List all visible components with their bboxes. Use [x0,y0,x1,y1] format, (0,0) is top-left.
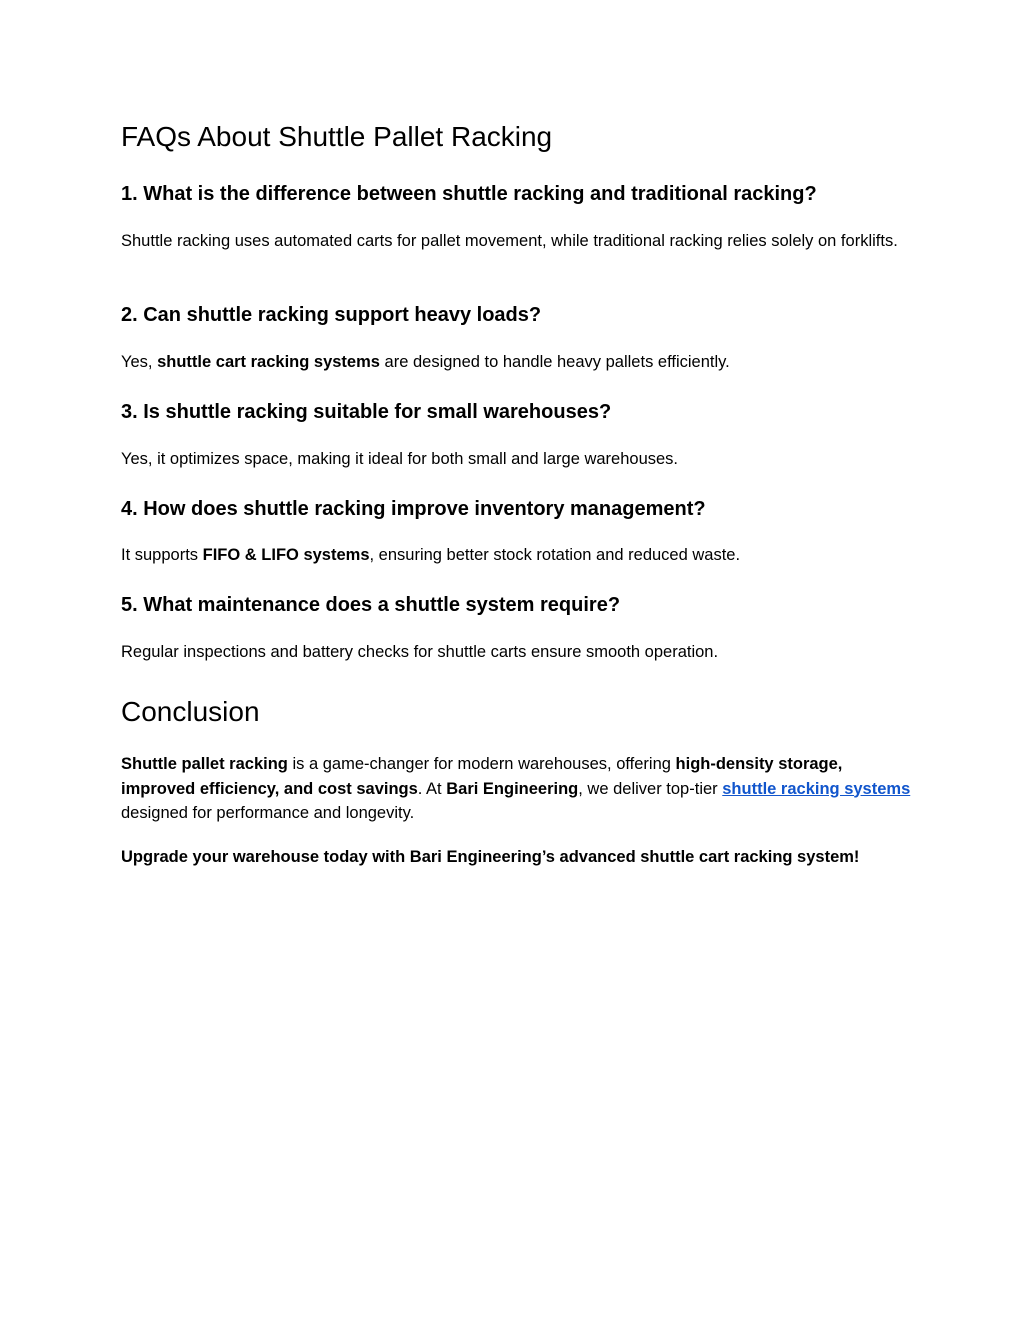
shuttle-racking-systems-link[interactable]: shuttle racking systems [722,779,911,798]
faq-answer-3: Yes, it optimizes space, making it ideal for both small and large warehouses. [121,450,679,468]
faq-question-2: 2. Can shuttle racking support heavy loads? [121,304,542,326]
faq-answer-4-bold: FIFO & LIFO systems [202,546,370,564]
faq-answer-1: Shuttle racking uses automated carts for pallet movement, while traditional racking relies solely on forklifts. [121,232,898,250]
conclusion-text-4: designed for performance and longevity. [121,804,415,822]
conclusion-text-1: is a game-changer for modern warehouses, offering [287,755,676,773]
faq-heading: FAQs About Shuttle Pallet Racking [121,121,553,152]
faq-answer-2-bold: shuttle cart racking systems [157,353,380,371]
faq-answer-2-prefix: Yes, [121,353,158,371]
faq-answer-5: Regular inspections and battery checks for shuttle carts ensure smooth operation. [121,643,719,661]
faq-answer-4 [121,543,911,568]
faq-answer-4-suffix: , ensuring better stock rotation and reduced waste. [369,546,741,564]
faq-answer-2-suffix: are designed to handle heavy pallets efficiently. [379,353,730,371]
conclusion-bold-2: high-density storage, improved efficiency, and cost savings [121,755,843,798]
conclusion-bold-1: Shuttle pallet racking [121,755,288,773]
conclusion-text-2: . At [417,779,447,798]
call-to-action: Upgrade your warehouse today with Bari Engineering’s advanced shuttle cart racking system! [121,848,860,866]
faq-answer-2 [121,350,911,375]
conclusion-paragraph [121,752,911,826]
faq-answer-4-prefix: It supports [121,546,203,564]
conclusion-heading: Conclusion [121,696,260,727]
conclusion-text-3: , we deliver top-tier [578,779,723,798]
faq-question-4: 4. How does shuttle racking improve inventory management? [121,498,706,520]
faq-question-5: 5. What maintenance does a shuttle system require? [121,594,621,616]
conclusion-bold-3: Bari Engineering [446,779,579,798]
faq-question-3: 3. Is shuttle racking suitable for small warehouses? [121,401,612,423]
faq-question-1: 1. What is the difference between shuttle racking and traditional racking? [121,183,817,205]
